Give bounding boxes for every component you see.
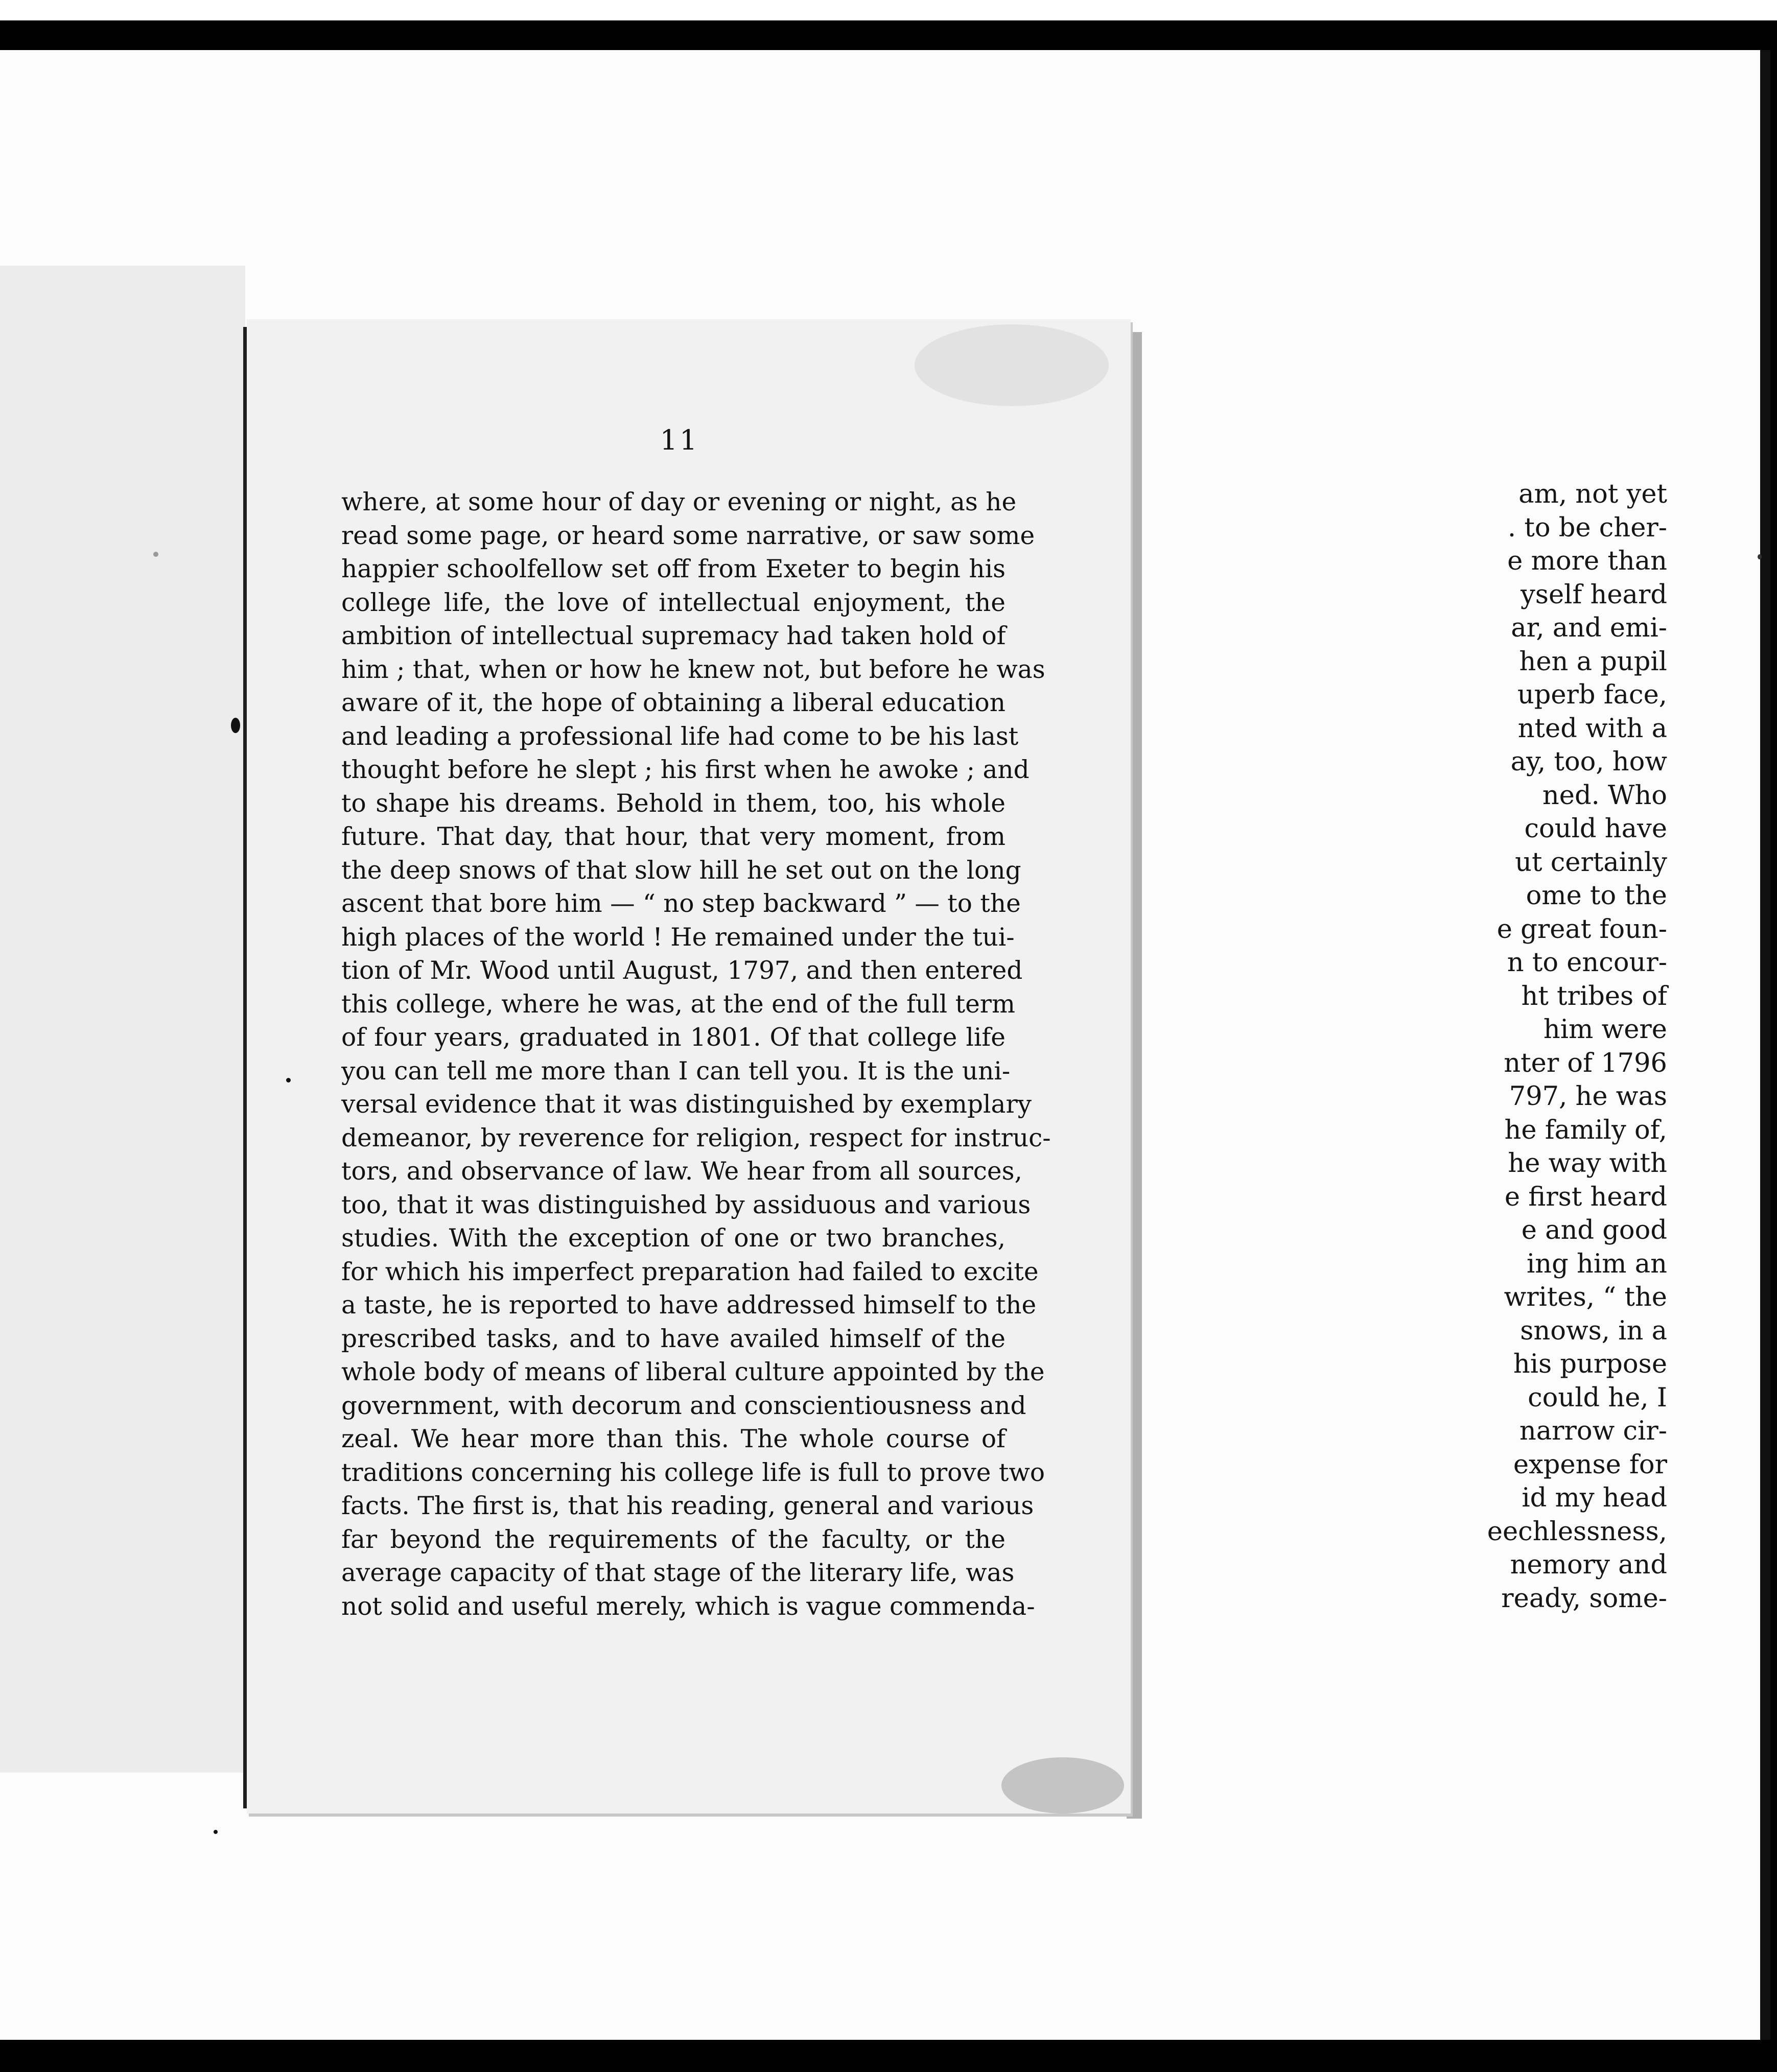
text-line: not solid and useful merely, which is vague commenda- [341, 1592, 1035, 1621]
text-line: . to be cher- [1507, 512, 1667, 543]
text-line: n to encour- [1507, 948, 1667, 978]
text-line: e first heard [1504, 1182, 1667, 1212]
text-line: ned. Who [1542, 780, 1667, 811]
text-line: the deep snows of that slow hill he set out on the long [341, 856, 1021, 885]
text-line: prescribed tasks, and to have availed himself of the [341, 1324, 1006, 1353]
text-line: ut certainly [1515, 847, 1667, 878]
scan-speck [214, 1830, 218, 1834]
text-line: ay, too, how [1510, 747, 1667, 777]
text-line: id my head [1522, 1483, 1667, 1513]
text-line: nter of 1796 [1504, 1048, 1667, 1078]
text-line: expense for [1513, 1449, 1667, 1480]
text-line: yself heard [1520, 579, 1667, 610]
text-line: e and good [1521, 1215, 1667, 1245]
text-line: you can tell me more than I can tell you. It is the uni- [341, 1056, 1011, 1086]
scan-speck [231, 718, 240, 733]
text-line: too, that it was distinguished by assiduous and various [341, 1190, 1031, 1219]
text-line: ar, and emi- [1511, 613, 1667, 643]
text-line: and leading a professional life had come to be his last [341, 722, 1019, 751]
text-line: ascent that bore him — “ no step backward ” — to the [341, 889, 1021, 918]
scan-speck [153, 552, 158, 557]
text-line: to shape his dreams. Behold in them, too, his whole [341, 789, 1006, 818]
text-line: future. That day, that hour, that very moment, from [341, 822, 1006, 851]
page-number: 11 [660, 424, 699, 456]
text-line: ing him an [1527, 1249, 1667, 1279]
text-line: e more than [1507, 546, 1667, 576]
text-line: ambition of intellectual supremacy had taken hold of [341, 622, 1006, 650]
facing-page-left [0, 266, 245, 1773]
text-line: read some page, or heard some narrative, or saw some [341, 521, 1035, 550]
text-line: facts. The first is, that his reading, general and various [341, 1492, 1034, 1520]
text-line: uperb face, [1517, 680, 1667, 710]
text-line: studies. With the exception of one or two branches, [341, 1224, 1006, 1253]
scan-speck [1758, 554, 1762, 559]
text-line: he way with [1508, 1148, 1667, 1179]
text-line: aware of it, the hope of obtaining a liberal education [341, 689, 1006, 717]
text-line: could he, I [1528, 1382, 1667, 1413]
text-line: this college, where he was, at the end of the full term [341, 990, 1015, 1019]
text-line: high places of the world ! He remained under the tui- [341, 923, 1015, 952]
text-line: college life, the love of intellectual enjoyment, the [341, 588, 1006, 617]
text-line: far beyond the requirements of the faculty, or the [341, 1525, 1006, 1554]
text-line: hen a pupil [1519, 646, 1667, 677]
paper-stain-bottom [1001, 1757, 1124, 1814]
text-line: him were [1543, 1015, 1667, 1045]
text-line: zeal. We hear more than this. The whole course of [341, 1425, 1006, 1453]
book-gutter [243, 327, 247, 1808]
text-line: whole body of means of liberal culture appointed by the [341, 1358, 1045, 1386]
paper-stain-top [915, 324, 1109, 406]
text-line: writes, “ the [1504, 1282, 1667, 1312]
film-frame-top [0, 0, 1777, 20]
text-line: narrow cir- [1519, 1416, 1667, 1446]
text-line: traditions concerning his college life is full to prove two [341, 1458, 1045, 1487]
text-line: ome to the [1526, 881, 1667, 911]
text-line: he family of, [1504, 1115, 1667, 1145]
text-line: e great foun- [1497, 914, 1667, 945]
text-line: 797, he was [1509, 1081, 1667, 1112]
text-line: nted with a [1517, 713, 1667, 744]
text-line: eechlessness, [1487, 1516, 1667, 1547]
text-line: where, at some hour of day or evening or night, as he [341, 488, 1017, 516]
text-line: could have [1524, 814, 1667, 844]
text-line: thought before he slept ; his first when he awoke ; and [341, 756, 1030, 784]
facing-page-text [1427, 478, 1667, 1615]
text-line: a taste, he is reported to have addressed himself to the [341, 1291, 1037, 1320]
page-body-text [341, 486, 1051, 1623]
text-line: tion of Mr. Wood until August, 1797, and then entered [341, 956, 1023, 985]
text-line: tors, and observance of law. We hear from all sources, [341, 1157, 1022, 1186]
text-line: of four years, graduated in 1801. Of that college life [341, 1023, 1006, 1052]
text-line: am, not yet [1518, 479, 1667, 509]
text-line: ready, some- [1501, 1583, 1667, 1614]
text-line: nemory and [1510, 1550, 1667, 1580]
scan-speck [286, 1078, 291, 1082]
text-line: for which his imperfect preparation had failed to excite [341, 1257, 1039, 1286]
text-line: his purpose [1513, 1349, 1667, 1379]
text-line: demeanor, by reverence for religion, respect for instruc- [341, 1123, 1051, 1152]
text-line: government, with decorum and conscientiousness and [341, 1391, 1026, 1420]
text-line: snows, in a [1520, 1315, 1667, 1346]
text-line: him ; that, when or how he knew not, but before he was [341, 655, 1045, 684]
text-line: versal evidence that it was distinguished by exemplary [341, 1090, 1032, 1119]
sheet-edge [1760, 50, 1770, 2040]
text-line: ht tribes of [1521, 981, 1667, 1011]
text-line: happier schoolfellow set off from Exeter to begin his [341, 555, 1006, 583]
text-line: average capacity of that stage of the literary life, was [341, 1559, 1015, 1587]
